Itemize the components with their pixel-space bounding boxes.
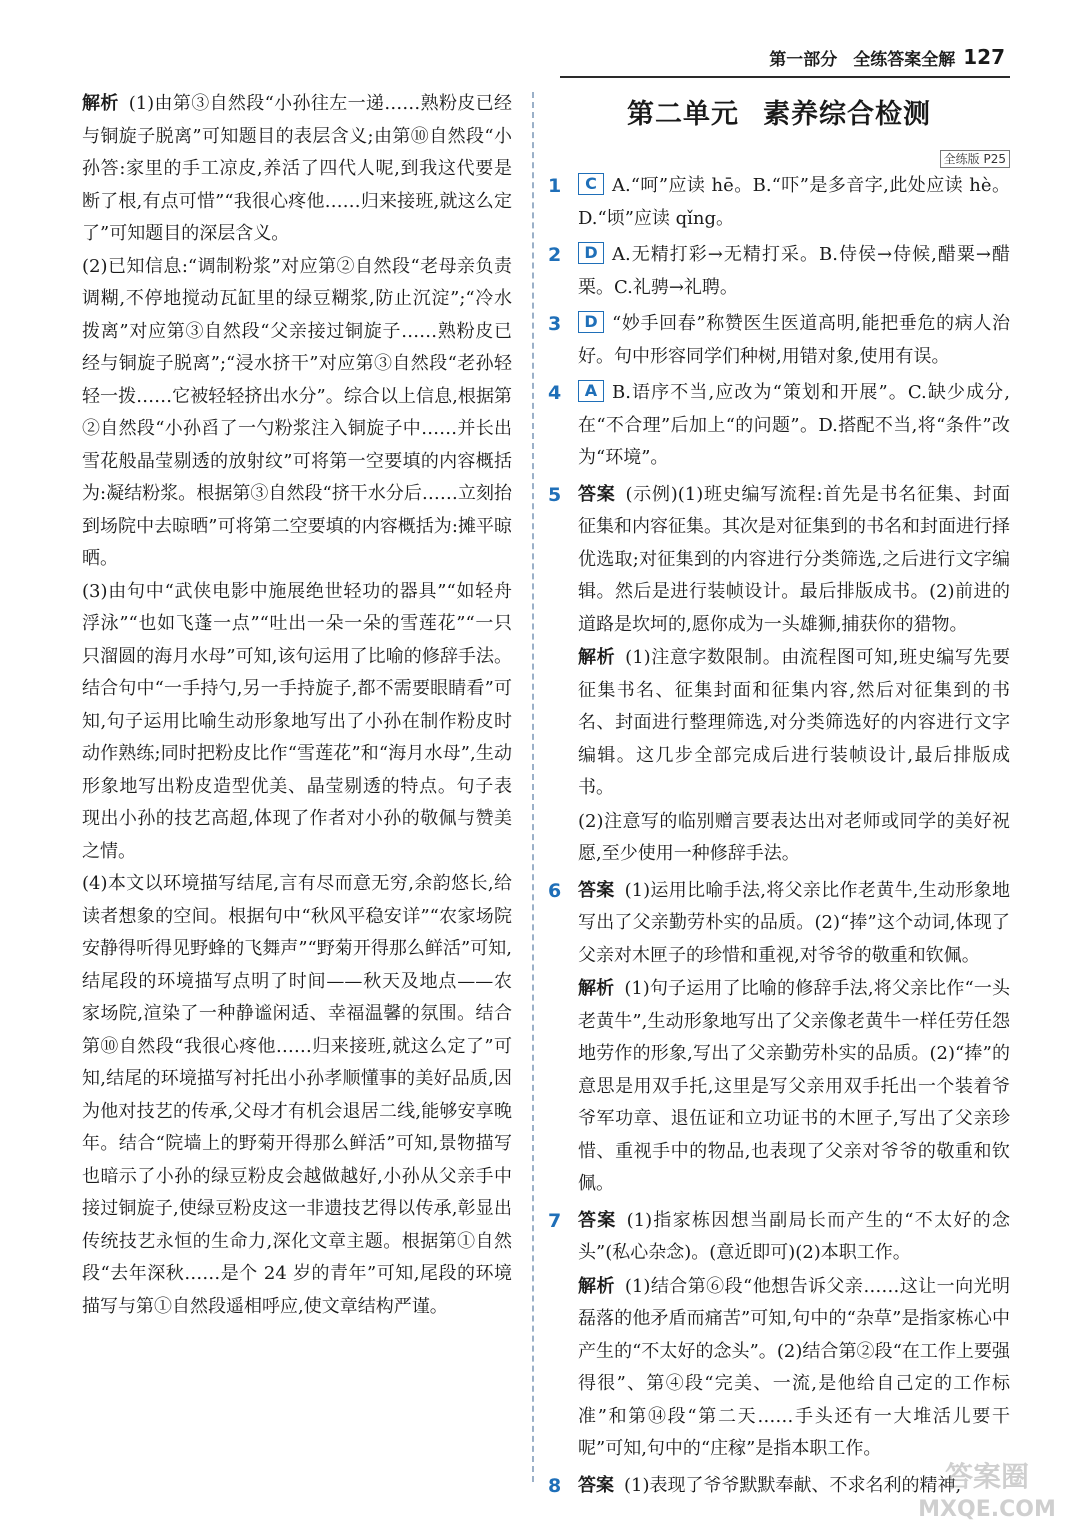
question-number: 3 — [548, 313, 562, 335]
answer — [578, 875, 1010, 973]
watermark-logo — [917, 1448, 1057, 1528]
paragraph-text: (2)已知信息:“调制粉浆”对应第②自然段“老母亲负责调糊,不停地搅动瓦缸里的绿豆糊浆,防止沉淀”;“冷水拨离”对应第③自然段“父亲接过铜旋子……熟粉皮已经与铜旋子脱离”;“浸水挤干”对应第③自然段“老孙轻轻一拨……它被轻轻挤出水分”。综合以上信息,根据第②自然段“小孙舀了一勺粉浆注入铜旋子中……并长出雪花般晶莹剔透的放射纹”可将第一空要填的内容概括为:凝结粉浆。根据第③自然段“挤干水分后……立刻抬到场院中去晾晒”可将第二空要填的内容概括为:摊平晾晒。 — [82, 255, 512, 569]
header-rule — [560, 76, 1010, 78]
left-paragraph-2 — [82, 251, 512, 576]
question-number: 7 — [548, 1209, 562, 1232]
watermark-top: 答案圈 — [944, 1460, 1030, 1493]
analysis-label: 解析 — [578, 647, 616, 668]
answer-text: (1)表现了爷爷默默奉献、不求名利的精神, — [624, 1474, 962, 1496]
header-book: 全练答案全解 — [853, 49, 956, 70]
column-divider — [532, 92, 534, 1482]
header-part: 第一部分 — [769, 49, 838, 70]
left-paragraph-4 — [82, 868, 512, 1323]
answer-label: 答案 — [578, 1209, 617, 1231]
analysis-label: 解析 — [578, 1275, 615, 1297]
unit-title-part-b: 素养综合检测 — [763, 99, 931, 130]
question-3 — [548, 308, 1010, 373]
question-7 — [548, 1205, 1010, 1466]
question-number: 6 — [548, 879, 562, 902]
answer-text: (1)指家栋因想当副局长而产生的“不太好的念头”(私心杂念)。(意近即可)(2)本职工作。 — [578, 1209, 1011, 1263]
paragraph-text: (1)由第③自然段“小孙往左一递……熟粉皮已经与铜旋子脱离”可知题目的表层含义;由第⑩自然段“小孙答:家里的手工凉皮,养活了四代人呢,到我这代要是断了根,有点可惜”“我很心疼他……归来接班,就这么定了”可知题目的深层含义。 — [82, 93, 513, 244]
answer — [578, 479, 1010, 642]
question-number: 4 — [548, 382, 562, 404]
question-5 — [548, 479, 1010, 871]
paragraph-text: (3)由句中“武侠电影中施展绝世轻功的器具”“如轻舟浮泳”“也如飞蓬一点”“吐出一朵一朵的雪莲花”“一只只溜圆的海月水母”可知,该句运用了比喻的修辞手法。结合句中“一手持勺,另一手持旋子,都不需要眼睛看”可知,句子运用比喻生动形象地写出了小孙在制作粉皮时动作熟练;同时把粉皮比作“雪莲花”和“海月水母”,生动形象地写出粉皮造型优美、晶莹剔透的特点。句子表现出小孙的技艺高超,体现了作者对小孙的敬佩与赞美之情。 — [82, 580, 512, 862]
left-paragraph-1 — [82, 88, 512, 251]
question-4 — [548, 377, 1010, 475]
unit-title — [548, 88, 1010, 142]
page-number: 127 — [963, 45, 1005, 69]
question-2 — [548, 239, 1010, 304]
answer-label: 答案 — [578, 483, 616, 505]
analysis-text: (1)注意字数限制。由流程图可知,班史编写先要征集书名、征集封面和征集内容,然后对征集到的书名、封面进行整理筛选,对分类筛选好的内容进行文字编辑。这几步全部完成后进行装帧设计,最后排版成书。 — [578, 647, 1011, 798]
ref-row — [548, 142, 1010, 166]
question-6 — [548, 875, 1010, 1201]
answer-box: D — [578, 311, 604, 333]
analysis-continued: (2)注意写的临别赠言要表达出对老师或同学的美好祝愿,至少使用一种修辞手法。 — [578, 810, 1010, 864]
paragraph-text: (4)本文以环境描写结尾,言有尽而意无穷,余韵悠长,给读者想象的空间。根据句中“秋风平稳安详”“农家场院安静得听得见野蜂的飞舞声”“野菊开得那么鲜活”可知,结尾段的环境描写点明了时间——秋天及地点——农家场院,渲染了一种静谧闲适、幸福温馨的氛围。结合第⑩自然段“我很心疼他……归来接班,就这么定了”可知,结尾的环境描写衬托出小孙孝顺懂事的美好品质,因为他对技艺的传承,父母才有机会退居二线,能够安享晚年。结合“院墙上的野菊开得那么鲜活”可知,景物描写也暗示了小孙的绿豆粉皮会越做越好,小孙从父亲手中接过铜旋子,使绿豆粉皮这一非遗技艺得以传承,彰显出传统技艺永恒的生命力,深化文章主题。根据第①自然段“去年深秋……是个 24 岁的青年”可知,尾段的环境描写与第①自然段遥相呼应,使文章结构严谨。 — [82, 873, 512, 1317]
page-reference-badge: 全练版 P25 — [940, 150, 1010, 168]
question-text: A.“呵”应读 hē。B.“吓”是多音字,此处应读 hè。D.“顷”应读 qǐng。 — [578, 175, 1010, 229]
analysis — [578, 973, 1010, 1201]
answer-box: A — [578, 380, 604, 402]
question-number: 2 — [548, 244, 562, 266]
unit-title-part-a: 第二单元 — [627, 99, 739, 130]
question-number: 1 — [548, 175, 562, 197]
answer-box: D — [578, 242, 604, 264]
page-header — [769, 42, 1005, 72]
answer-label: 答案 — [578, 1474, 614, 1496]
question-text: B.语序不当,应改为“策划和开展”。C.缺少成分,在“不合理”后加上“的问题”。D.搭配不当,将“条件”改为“环境”。 — [578, 382, 1010, 468]
right-column — [548, 88, 1010, 1502]
question-1 — [548, 170, 1010, 235]
answer-box: C — [578, 173, 604, 195]
answer-text: (1)运用比喻手法,将父亲比作老黄牛,生动形象地写出了父亲勤劳朴实的品质。(2)“捧”这个动词,体现了父亲对木匣子的珍惜和重视,对爷爷的敬重和钦佩。 — [578, 879, 1010, 966]
answer — [578, 1205, 1010, 1270]
answer-text: (示例)(1)班史编写流程:首先是书名征集、封面征集和内容征集。其次是对征集到的书名和封面进行择优选取;对征集到的内容进行分类筛选,之后进行文字编辑。然后是进行装帧设计。最后排版成书。(2)前进的道路是坎坷的,愿你成为一头雄狮,捕获你的猎物。 — [578, 483, 1011, 635]
left-column — [82, 88, 512, 1323]
analysis-label: 解析 — [82, 93, 119, 114]
answer-label: 答案 — [578, 879, 615, 901]
watermark-bottom: MXQE.COM — [918, 1497, 1056, 1522]
left-paragraph-3 — [82, 576, 512, 869]
analysis-text: (1)句子运用了比喻的修辞手法,将父亲比作“一头老黄牛”,生动形象地写出了父亲像老黄牛一样任劳任怨地劳作的形象,写出了父亲勤劳朴实的品质。(2)“捧”的意思是用双手托,这里是写父亲用双手托出一个装着爷爷军功章、退伍证和立功证书的木匣子,写出了父亲珍惜、重视手中的物品,也表现了父亲对爷爷的敬重和钦佩。 — [578, 978, 1010, 1194]
analysis-text: (1)结合第⑥段“他想告诉父亲……这让一向光明磊落的他矛盾而痛苦”可知,句中的“杂草”是指家栋心中产生的“不太好的念头”。(2)结合第②段“在工作上要强得很”、第④段“完美、一流,是他给自己定的工作标准”和第⑭段“第二天……手头还有一大堆活儿要干呢”可知,句中的“庄稼”是指本职工作。 — [578, 1275, 1010, 1459]
analysis — [578, 1271, 1010, 1466]
analysis — [578, 642, 1010, 805]
question-text: A.无精打彩→无精打采。B.侍侯→侍候,醋粟→醋栗。C.礼骋→礼聘。 — [578, 244, 1010, 298]
analysis-label: 解析 — [578, 978, 615, 999]
question-number: 8 — [548, 1474, 562, 1497]
question-text: “妙手回春”称赞医生医道高明,能把垂危的病人治好。句中形容同学们种树,用错对象,使用有误。 — [578, 313, 1010, 367]
question-number: 5 — [548, 483, 562, 506]
